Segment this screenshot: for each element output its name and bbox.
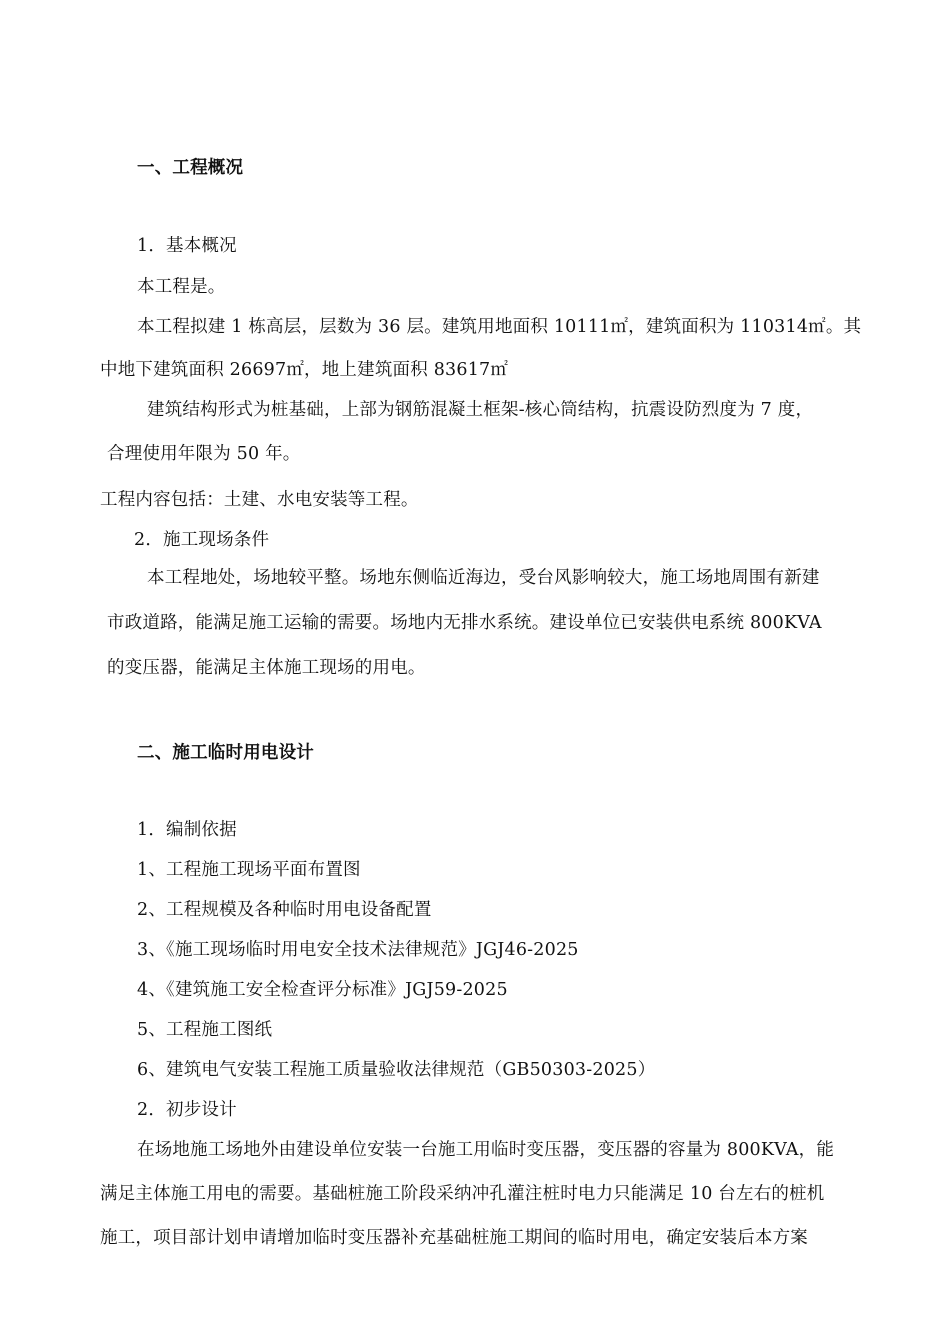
paragraph-scope: 工程内容包括：土建、水电安装等工程。	[100, 490, 419, 510]
paragraph-site-line-1: 本工程地处，场地较平整。场地东侧临近海边，受台风影响较大，施工场地周围有新建	[147, 568, 820, 588]
paragraph-design-line-3: 施工，项目部计划申请增加临时变压器补充基础桩施工期间的临时用电，确定安装后本方案	[100, 1228, 808, 1248]
section-heading-temporary-power-design: 二、施工临时用电设计	[137, 743, 314, 763]
subsection-title-basic-overview: 1．基本概况	[137, 236, 237, 256]
list-item: 4、《建筑施工安全检查评分标准》JGJ59-2025	[137, 980, 508, 1000]
list-item: 2、工程规模及各种临时用电设备配置	[137, 900, 432, 920]
paragraph-intro: 本工程是。	[137, 277, 226, 297]
list-item: 5、工程施工图纸	[137, 1020, 273, 1040]
paragraph-design-line-1: 在场地施工场地外由建设单位安装一台施工用临时变压器，变压器的容量为 800KVA，能	[137, 1140, 835, 1160]
paragraph-site-line-2: 市政道路，能满足施工运输的需要。场地内无排水系统。建设单位已安装供电系统 800KVA	[107, 613, 822, 633]
paragraph-structure-line-2: 合理使用年限为 50 年。	[107, 444, 301, 464]
paragraph-building-line-2: 中地下建筑面积 26697㎡，地上建筑面积 83617㎡	[100, 360, 509, 380]
list-item: 6、建筑电气安装工程施工质量验收法律规范（GB50303-2025）	[137, 1060, 656, 1080]
paragraph-design-line-2: 满足主体施工用电的需要。基础桩施工阶段采纳冲孔灌注桩时电力只能满足 10 台左右的桩机	[100, 1184, 825, 1204]
subsection-title-basis: 1．编制依据	[137, 820, 237, 840]
paragraph-site-line-3: 的变压器，能满足主体施工现场的用电。	[107, 658, 426, 678]
list-item: 3、《施工现场临时用电安全技术法律规范》JGJ46-2025	[137, 940, 579, 960]
subsection-title-site-conditions: 2．施工现场条件	[134, 530, 270, 550]
paragraph-structure-line-1: 建筑结构形式为桩基础，上部为钢筋混凝土框架-核心筒结构，抗震设防烈度为 7 度，	[147, 400, 814, 420]
paragraph-building-line-1: 本工程拟建 1 栋高层，层数为 36 层。建筑用地面积 10111㎡，建筑面积为 110314㎡。其	[137, 317, 862, 337]
section-heading-project-overview: 一、工程概况	[137, 158, 244, 178]
subsection-title-preliminary-design: 2．初步设计	[137, 1100, 237, 1120]
list-item: 1、工程施工现场平面布置图	[137, 860, 361, 880]
